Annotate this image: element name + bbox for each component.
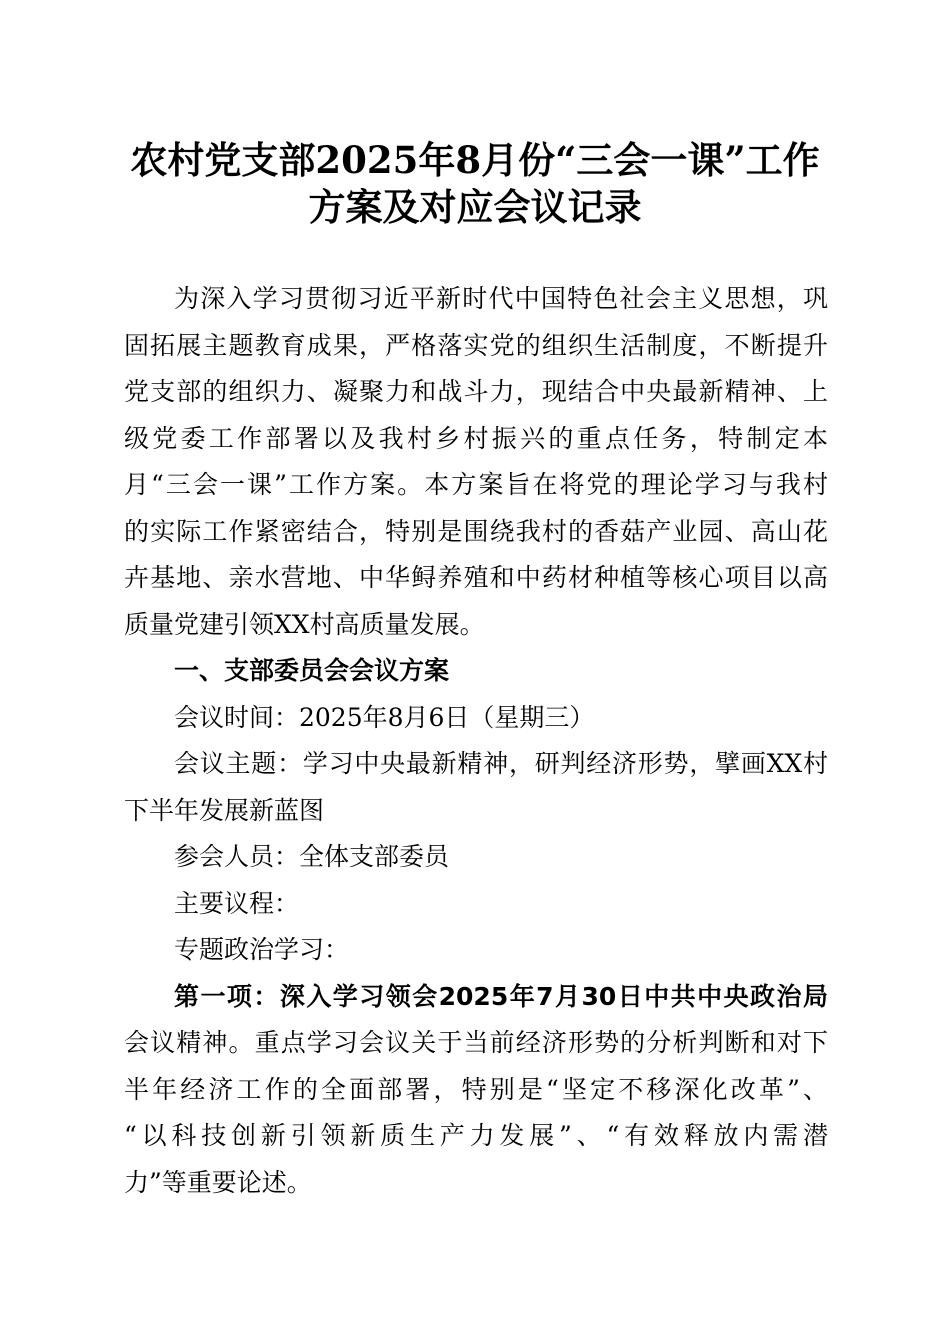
agenda-item-1-line: 会议精神。重点学习会议关于当前经济形势的分析判断和对下	[124, 1028, 828, 1057]
meeting-attendees: 参会人员：全体支部委员	[174, 842, 450, 871]
meeting-topic-line-2: 下半年发展新蓝图	[124, 795, 325, 825]
meeting-topic-line-1: 会议主题：学习中央最新精神，研判经济形势，擘画XX村	[174, 749, 828, 778]
study-label: 专题政治学习：	[174, 935, 350, 964]
intro-line: 党支部的组织力、凝聚力和战斗力，现结合中央最新精神、上	[124, 377, 828, 406]
document-body	[124, 276, 828, 1206]
agenda-item-1-line: 半年经济工作的全面部署，特别是“坚定不移深化改革”、	[124, 1074, 828, 1104]
meeting-time: 会议时间：2025年8月6日（星期三）	[174, 702, 595, 732]
document-title-line-1: 农村党支部2025年8月份“三会一课”工作	[130, 138, 820, 182]
agenda-label: 主要议程：	[174, 888, 300, 918]
document-title-line-2: 方案及对应会议记录	[308, 185, 642, 229]
intro-line: 月“三会一课”工作方案。本方案旨在将党的理论学习与我村	[124, 470, 828, 499]
section-heading: 一、支部委员会会议方案	[174, 656, 450, 685]
intro-line: 质量党建引领XX村高质量发展。	[124, 609, 485, 639]
intro-line: 级党委工作部署以及我村乡村振兴的重点任务，特制定本	[124, 423, 828, 453]
agenda-item-1-line: “以科技创新引领新质生产力发展”、“有效释放内需潜	[124, 1121, 828, 1150]
intro-line: 为深入学习贯彻习近平新时代中国特色社会主义思想，巩	[174, 284, 828, 313]
intro-line: 卉基地、亲水营地、中华鲟养殖和中药材种植等核心项目以高	[124, 563, 828, 592]
agenda-item-1-lead: 第一项：深入学习领会2025年7月30日中共中央政治局	[174, 981, 828, 1011]
agenda-item-1-line: 力”等重要论述。	[124, 1167, 312, 1197]
intro-line: 固拓展主题教育成果，严格落实党的组织生活制度，不断提升	[124, 330, 828, 360]
intro-line: 的实际工作紧密结合，特别是围绕我村的香菇产业园、高山花	[124, 516, 828, 546]
